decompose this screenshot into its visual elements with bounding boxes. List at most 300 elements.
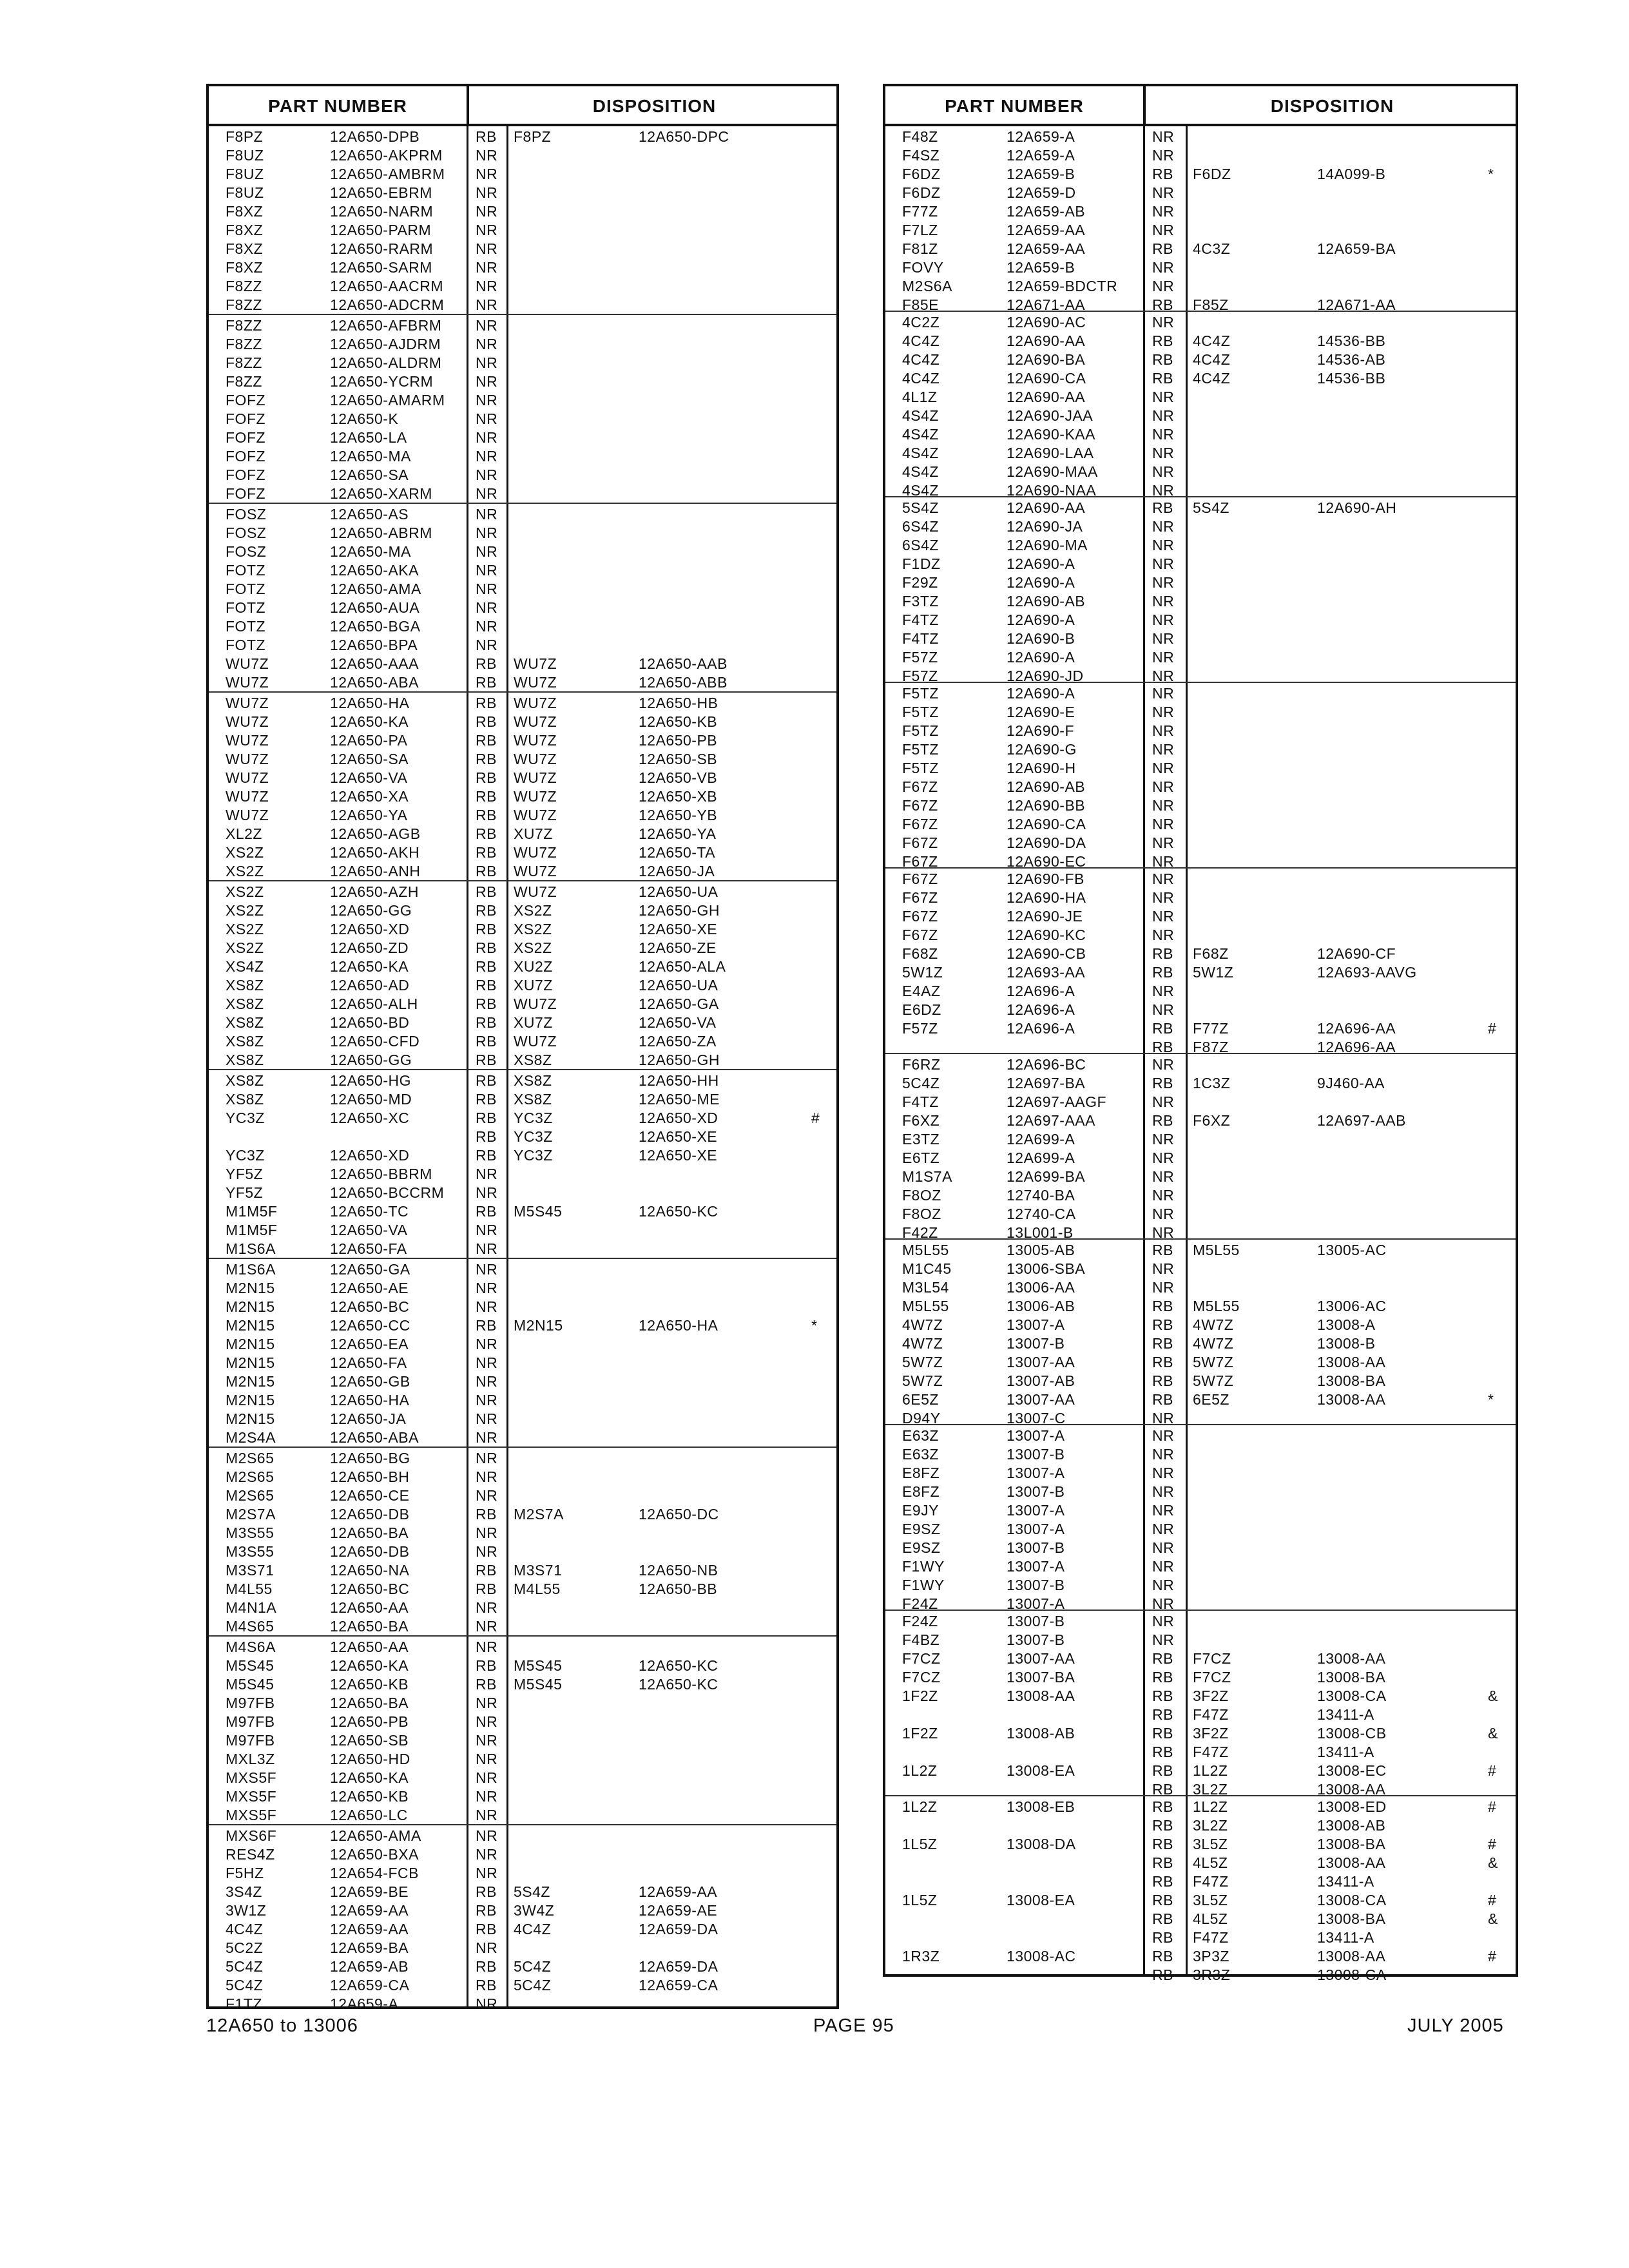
prefix: FOVY [902,259,944,276]
new-prefix: 5W1Z [1193,964,1234,981]
prefix: F8ZZ [226,278,262,294]
new-prefix: M4L55 [514,1581,561,1597]
table-row [885,165,1516,184]
new-base: 13008-CB [1317,1725,1387,1742]
prefix: F57Z [902,649,938,666]
table-row [209,316,836,335]
new-prefix: M2N15 [514,1317,563,1334]
base-number: 12A690-A [1007,685,1075,702]
prefix: M2S4A [226,1429,276,1446]
prefix: WU7Z [226,655,269,672]
table-row [885,1928,1516,1947]
table-row [885,1576,1516,1595]
prefix: F77Z [902,203,938,220]
prefix: F1TZ [226,1995,262,2012]
disposition-code: NR [1152,278,1175,294]
prefix: 5C4Z [902,1075,940,1091]
prefix: 1F2Z [902,1725,938,1742]
table-row [885,1891,1516,1910]
base-number: 12A690-AB [1007,778,1086,795]
disposition-code: RB [476,1147,497,1164]
base-number: 12A659-D [1007,184,1076,201]
base-number: 12A650-PB [330,1713,409,1730]
disposition-code: NR [476,1543,498,1560]
base-number: 12A650-BA [330,1695,409,1711]
base-number: 12A659-AA [330,1902,409,1919]
disposition-code: NR [1152,1001,1175,1018]
table-row [209,901,836,920]
base-number: 13008-EA [1007,1762,1075,1779]
base-number: 12A690-AA [1007,332,1086,349]
prefix: 1R3Z [902,1948,940,1965]
new-base: 12A650-XB [639,788,718,805]
base-number: 12A690-H [1007,760,1076,776]
table-row [209,920,836,939]
base-number: 12A650-CE [330,1487,410,1504]
prefix: M2N15 [226,1392,275,1408]
prefix: F1WY [902,1558,945,1575]
prefix: XS8Z [226,1014,264,1031]
table-row [209,862,836,881]
new-base: 12A650-KB [639,713,718,730]
prefix: F67Z [902,889,938,906]
table-row [209,1617,836,1636]
disposition-code: NR [1152,147,1175,164]
base-number: 12A650-AE [330,1280,409,1296]
prefix: M2S65 [226,1450,275,1466]
prefix: E9SZ [902,1539,941,1556]
table-row [885,1093,1516,1111]
base-number: 12A650-TC [330,1203,409,1220]
new-base: 12A690-AH [1317,499,1397,516]
prefix: MXS5F [226,1788,277,1805]
prefix: 3S4Z [226,1883,262,1900]
disposition-header: DISPOSITION [1143,86,1519,124]
base-number: 12A650-BD [330,1014,410,1031]
disposition-code: NR [476,1184,498,1201]
table-row [209,1957,836,1976]
prefix: FOTZ [226,618,266,635]
disposition-code: RB [476,1657,497,1674]
table-row [209,1316,836,1335]
row-group [209,693,836,881]
table-row [209,410,836,428]
table-row [209,466,836,485]
prefix: WU7Z [226,751,269,767]
new-prefix: F85Z [1193,296,1229,313]
base-number: 12A650-AACRM [330,278,444,294]
new-base: 12A690-CF [1317,945,1396,962]
prefix: XS2Z [226,939,264,956]
prefix: M2N15 [226,1373,275,1390]
table-row [209,957,836,976]
disposition-code: NR [1152,834,1175,851]
prefix: M5S45 [226,1657,275,1674]
new-base: 12A650-DC [639,1506,719,1523]
prefix: WU7Z [226,674,269,691]
prefix: F4BZ [902,1631,940,1648]
base-number: 12A650-AMA [330,581,421,597]
table-row [209,1731,836,1750]
table-row [209,1449,836,1468]
table-row [209,1561,836,1580]
new-base: 13008-AA [1317,1354,1386,1370]
new-prefix: XS2Z [514,902,552,919]
prefix: 4C4Z [902,370,940,387]
prefix: YF5Z [226,1166,264,1182]
table-row [209,939,836,957]
disposition-code: NR [1152,778,1175,795]
base-number: 13007-A [1007,1558,1065,1575]
base-number: 12A650-LC [330,1807,408,1823]
new-base: 12A650-UA [639,883,718,900]
table-row [209,1524,836,1542]
new-prefix: XU7Z [514,977,553,994]
disposition-code: NR [476,1450,498,1466]
table-row [885,1798,1516,1816]
disposition-code: NR [1152,1206,1175,1222]
prefix: F85E [902,296,939,313]
base-number: 12A690-JD [1007,668,1084,684]
new-base: 13008-AA [1317,1781,1386,1798]
table-row [885,759,1516,778]
new-base: 13008-AA [1317,1650,1386,1667]
base-number: 12A650-MA [330,543,411,560]
prefix: XL2Z [226,825,262,842]
new-base: 13008-CA [1317,1966,1387,1983]
disposition-code: RB [1152,296,1173,313]
disposition-code: NR [1152,983,1175,999]
new-base: 12A696-AA [1317,1039,1396,1055]
base-number: 12A650-KB [330,1676,409,1693]
table-row [209,1694,836,1713]
base-number: 12A696-A [1007,1001,1075,1018]
disposition-code: NR [476,448,498,465]
base-number: 13008-EB [1007,1798,1075,1815]
new-prefix: F68Z [1193,945,1229,962]
table-row [885,1241,1516,1260]
table-row [209,1410,836,1428]
row-group [885,683,1516,869]
prefix: M2S65 [226,1487,275,1504]
table-row [209,296,836,314]
disposition-code: NR [476,599,498,616]
table-row [209,1240,836,1258]
table-row [209,184,836,202]
disposition-code: RB [1152,1335,1173,1352]
base-number: 12A650-MA [330,448,411,465]
base-number: 13007-B [1007,1483,1065,1500]
base-number: 12A650-FA [330,1240,407,1257]
new-base: 9J460-AA [1317,1075,1385,1091]
new-base: 14536-BB [1317,370,1386,387]
table-row [885,573,1516,592]
prefix: D94Y [902,1410,941,1427]
new-prefix: 4C3Z [1193,240,1231,257]
prefix: FOFZ [226,485,266,502]
disposition-code: RB [476,1921,497,1937]
table-row [885,1427,1516,1445]
prefix: F4TZ [902,1093,939,1110]
new-prefix: M5L55 [1193,1298,1240,1314]
note-mark: # [1488,1762,1497,1779]
prefix: MXL3Z [226,1751,275,1767]
prefix: FOTZ [226,599,266,616]
disposition-code: NR [476,1487,498,1504]
base-number: 12A650-BPA [330,637,418,653]
new-base: 12A650-HA [639,1317,718,1334]
prefix: M4S6A [226,1639,276,1655]
disposition-code: RB [1152,240,1173,257]
base-number: 13007-B [1007,1539,1065,1556]
prefix: MXS5F [226,1769,277,1786]
prefix: M2N15 [226,1336,275,1352]
disposition-code: NR [476,240,498,257]
new-prefix: WU7Z [514,883,557,900]
disposition-code: NR [476,1429,498,1446]
new-prefix: 3L2Z [1193,1781,1228,1798]
note-mark: & [1488,1725,1498,1742]
base-number: 12A650-K [330,410,399,427]
disposition-code: RB [1152,1687,1173,1704]
disposition-code: RB [1152,1242,1173,1258]
base-number: 12A650-YA [330,807,408,823]
row-group [209,1448,836,1637]
prefix: F4SZ [902,147,940,164]
table-row [885,1464,1516,1483]
prefix: F68Z [902,945,938,962]
prefix: F5TZ [902,722,939,739]
prefix: E63Z [902,1446,939,1463]
base-number: 12A690-AA [1007,389,1086,405]
table-row [885,1001,1516,1019]
note-mark: # [1488,1892,1497,1908]
new-base: 12A650-ABB [639,674,728,691]
table-row [885,1111,1516,1130]
base-number: 13007-B [1007,1631,1065,1648]
disposition-code: NR [1152,184,1175,201]
prefix: F8ZZ [226,296,262,313]
new-base: 12A650-SB [639,751,718,767]
base-number: 13008-AA [1007,1687,1075,1704]
base-number: 12A650-BC [330,1298,410,1315]
right-table-header [885,86,1516,126]
table-row [209,258,836,277]
new-base: 12A659-DA [639,1958,718,1975]
table-row [885,1668,1516,1687]
base-number: 12A650-FA [330,1354,407,1371]
prefix: FOFZ [226,429,266,446]
new-prefix: YC3Z [514,1128,553,1145]
prefix: MXS6F [226,1827,277,1844]
table-row [209,1354,836,1372]
prefix: XS2Z [226,921,264,937]
new-base: 12A650-ME [639,1091,720,1108]
disposition-code: RB [476,1091,497,1108]
disposition-code: RB [1152,1669,1173,1686]
disposition-code: NR [476,466,498,483]
table-row [209,372,836,391]
prefix: F67Z [902,908,938,925]
new-base: 12A650-VA [639,1014,717,1031]
table-row [209,428,836,447]
prefix: F67Z [902,816,938,832]
prefix: FOFZ [226,448,266,465]
row-group [885,312,1516,497]
table-row [209,1260,836,1279]
disposition-code: NR [476,147,498,164]
disposition-code: NR [476,1298,498,1315]
disposition-code: NR [476,1788,498,1805]
table-row [209,1032,836,1051]
prefix: M3S55 [226,1524,275,1541]
disposition-code: RB [476,902,497,919]
disposition-code: NR [1152,685,1175,702]
disposition-code: NR [1152,1483,1175,1500]
table-row [885,1520,1516,1539]
disposition-code: RB [1152,1112,1173,1129]
table-row [885,1297,1516,1316]
new-base: 12A650-ZE [639,939,717,956]
prefix: F8XZ [226,203,264,220]
table-row [209,1391,836,1410]
note-mark: * [1488,1391,1494,1408]
new-prefix: 3F2Z [1193,1687,1229,1704]
note-mark: & [1488,1910,1498,1927]
table-row [885,1539,1516,1557]
table-row [209,1072,836,1090]
base-number: 12A650-YCRM [330,373,434,390]
prefix: XS2Z [226,902,264,919]
table-row [885,611,1516,629]
table-row [885,517,1516,536]
disposition-code: NR [1152,1446,1175,1463]
prefix: F67Z [902,797,938,814]
disposition-code: NR [1152,889,1175,906]
disposition-code: NR [476,392,498,408]
prefix: 4S4Z [902,426,939,443]
table-row [209,1713,836,1731]
table-row [885,796,1516,815]
base-number: 13006-SBA [1007,1260,1086,1277]
table-row [209,1901,836,1920]
disposition-code: NR [1152,668,1175,684]
new-base: 14536-AB [1317,351,1386,368]
base-number: 12A650-RARM [330,240,434,257]
prefix: 5W1Z [902,964,943,981]
base-number: 12A659-A [1007,147,1075,164]
new-prefix: 5S4Z [1193,499,1229,516]
new-base: 12A659-AA [639,1883,718,1900]
table-row [209,1372,836,1391]
table-row [885,1557,1516,1576]
base-number: 12A696-A [1007,1020,1075,1037]
disposition-code: NR [1152,1577,1175,1593]
new-base: 13008-BA [1317,1910,1386,1927]
table-row [885,982,1516,1001]
prefix: E8FZ [902,1483,940,1500]
disposition-code: RB [476,1110,497,1126]
base-number: 12A697-AAA [1007,1112,1095,1129]
new-base: 13008-BA [1317,1836,1386,1852]
row-group [209,1637,836,1825]
new-base: 13005-AC [1317,1242,1387,1258]
new-prefix: WU7Z [514,655,557,672]
table-row [209,391,836,410]
prefix: M1S7A [902,1168,952,1185]
new-base: 13411-A [1317,1744,1374,1760]
disposition-code: RB [476,1958,497,1975]
new-base: 12A697-AAB [1317,1112,1406,1129]
base-number: 12A650-MD [330,1091,412,1108]
disposition-code: NR [1152,1260,1175,1277]
base-number: 12A697-BA [1007,1075,1086,1091]
base-number: 12A690-B [1007,630,1075,647]
prefix: 1L5Z [902,1892,938,1908]
prefix: F4TZ [902,630,939,647]
base-number: 12A690-A [1007,574,1075,591]
table-row [885,1687,1516,1706]
table-row [209,221,836,240]
prefix: FOTZ [226,637,266,653]
base-number: 12A650-DB [330,1543,410,1560]
prefix: YF5Z [226,1184,264,1201]
disposition-code: RB [1152,1966,1173,1983]
table-row [885,202,1516,221]
base-number: 12A650-ALDRM [330,354,442,371]
base-number: 12A690-CA [1007,370,1086,387]
prefix: 4L1Z [902,389,938,405]
table-row [885,1205,1516,1224]
new-prefix: XU7Z [514,825,553,842]
base-number: 12A696-A [1007,983,1075,999]
disposition-code: RB [1152,332,1173,349]
base-number: 13007-A [1007,1521,1065,1537]
disposition-code: NR [1152,463,1175,480]
disposition-code: NR [476,1410,498,1427]
table-row [209,1827,836,1845]
prefix: 4W7Z [902,1335,943,1352]
new-prefix: 4C4Z [1193,351,1231,368]
prefix: F7CZ [902,1650,941,1667]
table-row [209,1864,836,1883]
prefix: F29Z [902,574,938,591]
prefix: M2N15 [226,1317,275,1334]
table-row [885,1483,1516,1501]
disposition-code: RB [476,1203,497,1220]
table-row [209,1090,836,1109]
new-prefix: 5W7Z [1193,1372,1234,1389]
new-base: 12A659-DA [639,1921,718,1937]
table-row [209,1750,836,1769]
base-number: 12A690-EC [1007,853,1086,870]
disposition-code: RB [476,883,497,900]
base-number: 12A650-AA [330,1639,409,1655]
prefix: M2S65 [226,1468,275,1485]
new-prefix: F47Z [1193,1873,1229,1890]
base-number: 12A650-CC [330,1317,410,1334]
new-prefix: WU7Z [514,1033,557,1050]
table-row [885,1149,1516,1168]
new-base: 13008-EC [1317,1762,1387,1779]
base-number: 12A690-AA [1007,499,1086,516]
disposition-code: NR [476,1807,498,1823]
disposition-code: RB [476,1883,497,1900]
new-base: 13006-AC [1317,1298,1387,1314]
prefix: WU7Z [226,713,269,730]
new-base: 12A650-XD [639,1110,718,1126]
table-row [885,703,1516,722]
